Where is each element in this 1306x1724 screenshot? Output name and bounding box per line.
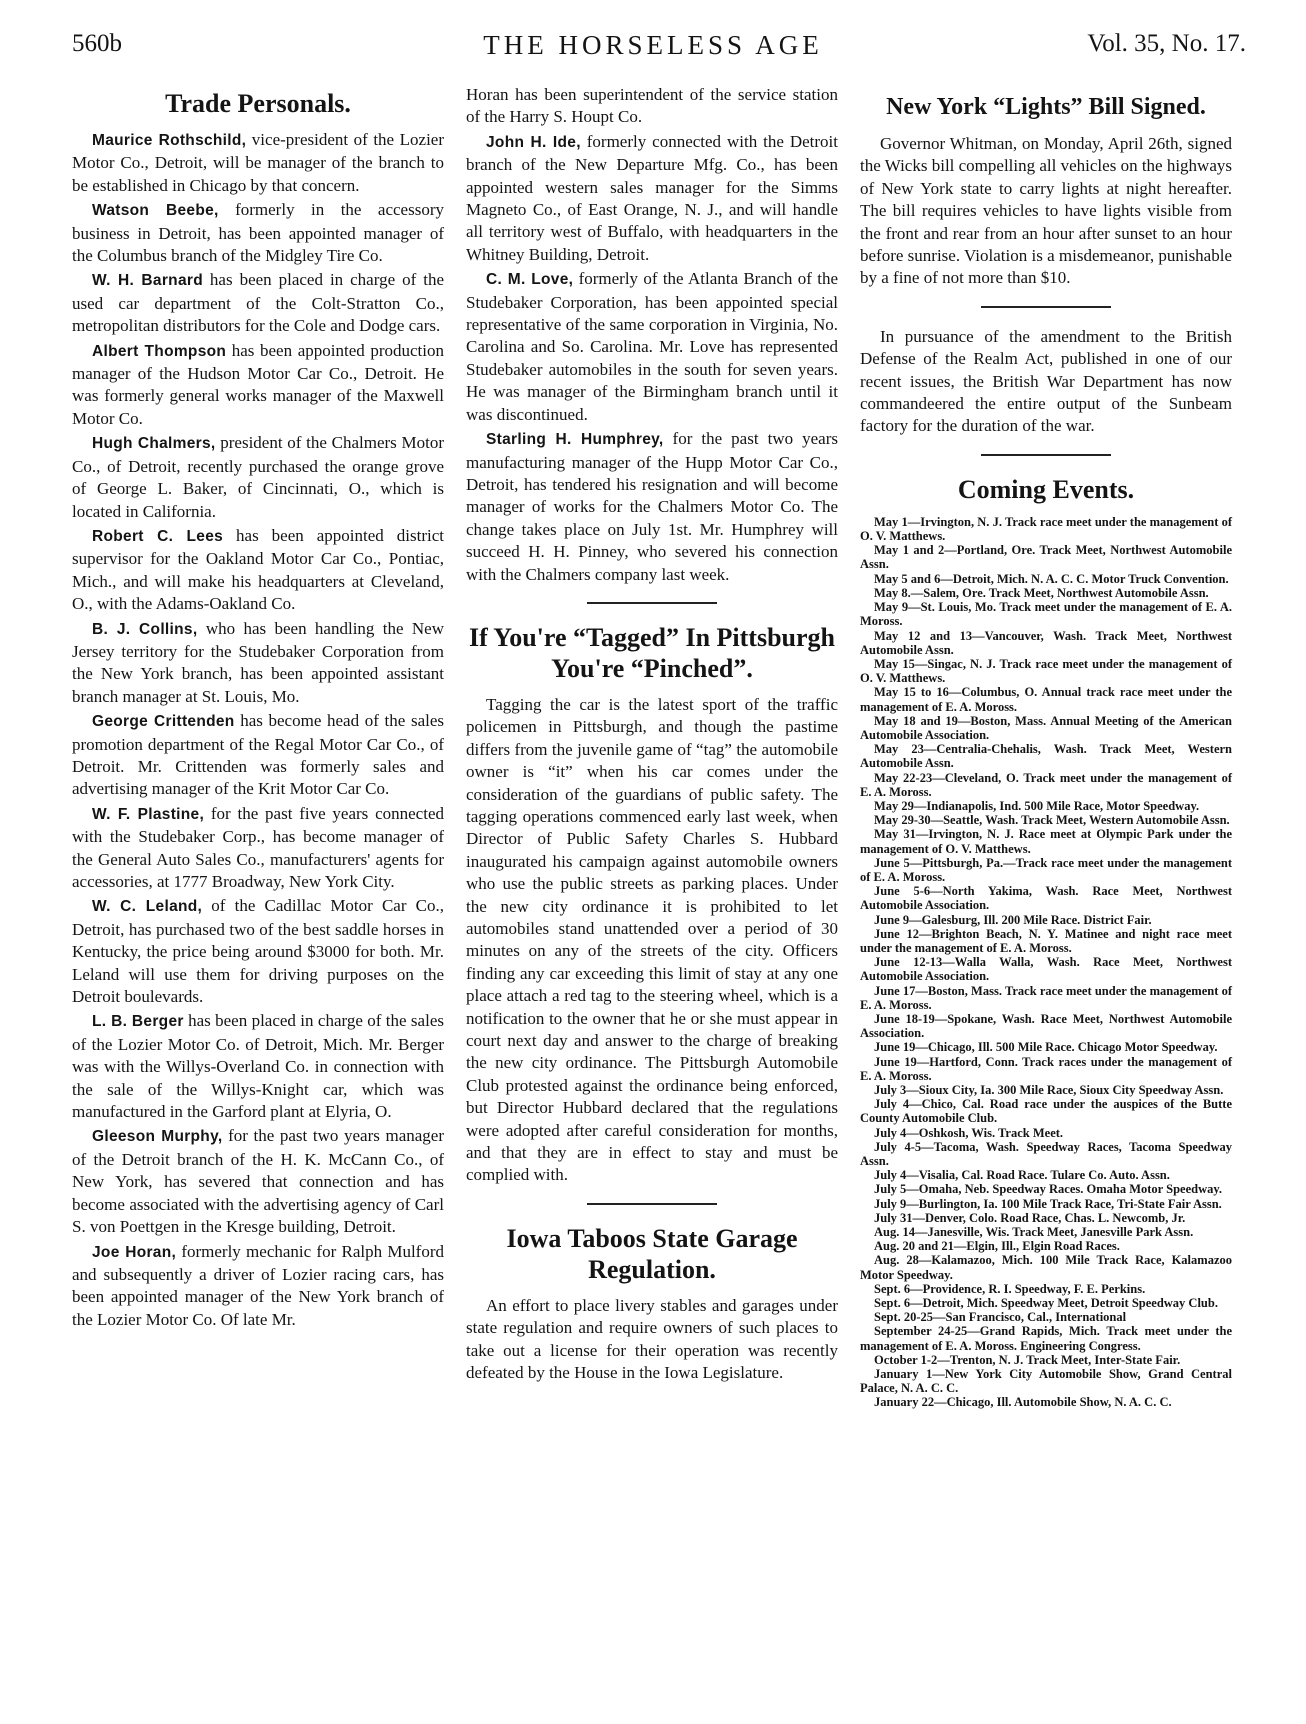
event-item: July 3—Sioux City, Ia. 300 Mile Race, Sioux City Speedway Assn. xyxy=(874,1083,1224,1097)
section-divider xyxy=(587,1203,717,1205)
iowa-article-heading: Iowa Taboos State Garage Regulation. xyxy=(506,1223,798,1284)
coming-events-heading: Coming Events. xyxy=(957,474,1135,504)
trade-personal-entry xyxy=(72,618,444,709)
entry-text: who has been handling the New Jersey territory for the Studebaker Corporation from the New York branch, has been appointed assistant branch manager at St. Louis, Mo. xyxy=(72,618,445,706)
entry-text: for the past two years manufacturing manager of the Hupp Motor Car Co., Detroit, has tendered his resignation and will become manager of works for the Chalmers Motor Co. The change takes place on July 1st. Mr. Humphrey will succeed H. H. Pinney, who severed his connection with the Chalmers company last week. xyxy=(466,429,838,584)
tagged-article-body: Tagging the car is the latest sport of the traffic policemen in Pittsburgh, and though the pastime differs from the juvenile game of “tag” the automobile owner is “it” when his car comes under the consideration of the guardians of public safety. The tagging operations commenced early last week, when Director of Public Safety Charles S. Hubbard inaugurated his campaign against automobile owners who use the public streets as parking places. Under the new city ordinance it is prohibited to let automobiles stand unattended over a period of 30 minutes on any of the streets of the city. Officers finding any car exceeding this limit of stay at any one place attach a red tag to the steering wheel, which is a notification to the owner that he or she must appear in court next day and answer to the charge of breaking the new city ordinance. The Pittsburgh Automobile Club protested against the ordinance being enforced, but Director Hubbard declared that the regulations were adopted after careful consideration for months, and that they are in effect to stay and must be complied with. xyxy=(466,694,838,1185)
entry-text: has been placed in charge of the used car department of the Colt-Stratton Co., metropolitan distributors for the Cole and Dodge cars. xyxy=(72,270,444,336)
trade-personal-entry xyxy=(72,525,444,616)
event-item: June 17—Boston, Mass. Track race meet under the management of E. A. Moross. xyxy=(860,983,1232,1012)
event-item: June 9—Galesburg, Ill. 200 Mile Race. District Fair. xyxy=(874,912,1152,927)
trade-personal-entry xyxy=(72,803,444,894)
page-number: 560b xyxy=(72,30,122,57)
event-item: January 1—New York City Automobile Show, Grand Central Palace, N. A. C. C. xyxy=(860,1367,1232,1396)
event-item: May 8.—Salem, Ore. Track Meet, Northwest Automobile Assn. xyxy=(874,585,1209,600)
trade-personal-entry xyxy=(72,895,444,1008)
person-name: B. J. Collins, xyxy=(92,620,198,638)
event-item: July 5—Omaha, Neb. Speedway Races. Omaha Motor Speedway. xyxy=(874,1182,1223,1197)
event-item: June 12—Brighton Beach, N. Y. Matinee and night race meet under the management of E. A. Moross. xyxy=(860,926,1232,955)
event-item: May 1 and 2—Portland, Ore. Track Meet, Northwest Automobile Assn. xyxy=(860,543,1232,572)
event-item: July 4—Oshkosh, Wis. Track Meet. xyxy=(874,1125,1064,1140)
column-2 xyxy=(466,84,838,1387)
person-name: W. H. Barnard xyxy=(92,272,203,290)
event-item: July 4-5—Tacoma, Wash. Speedway Races, Tacoma Speedway Assn. xyxy=(860,1139,1232,1169)
person-name: Hugh Chalmers, xyxy=(92,435,216,453)
person-name: John H. Ide, xyxy=(486,133,581,151)
entry-text: has been appointed production manager of the Hudson Motor Car Co., Detroit. He was formerly general works manager of the Maxwell Motor Co. xyxy=(72,340,444,428)
entry-text: of the Cadillac Motor Car Co., Detroit, has purchased two of the best saddle horses in Kentucky, the price being around $3000 for both. Mr. Leland will use them for driving purposes on the Detroit boulevards. xyxy=(72,896,444,1007)
trade-personal-entry xyxy=(72,269,444,337)
event-item: Aug. 28—Kalamazoo, Mich. 100 Mile Track Race, Kalamazoo Motor Speedway. xyxy=(860,1253,1232,1282)
trade-personals-list xyxy=(72,129,444,1331)
trade-personal-entry xyxy=(72,710,444,801)
event-item: Aug. 20 and 21—Elgin, Ill., Elgin Road Races. xyxy=(874,1239,1120,1254)
person-name: Joe Horan, xyxy=(92,1243,177,1261)
person-name: Albert Thompson xyxy=(92,342,227,360)
event-item: June 12-13—Walla Walla, Wash. Race Meet, Northwest Automobile Association. xyxy=(860,955,1232,984)
event-item: May 22-23—Cleveland, O. Track meet under the management of E. A. Moross. xyxy=(860,770,1232,799)
person-name: Maurice Rothschild, xyxy=(92,132,247,149)
event-item: May 9—St. Louis, Mo. Track meet under the management of E. A. Moross. xyxy=(860,600,1232,629)
person-name: C. M. Love, xyxy=(486,271,574,289)
entry-text: formerly in the accessory business in Detroit, has been appointed manager of the Columbus branch of the Midgley Tire Co. xyxy=(72,200,444,266)
entry-text: for the past five years connected with the Studebaker Corp., has become manager of the General Auto Sales Co., manufacturers' agents for accessories, at 1777 Broadway, New York City. xyxy=(72,803,444,891)
volume-issue: Vol. 35, No. 17. xyxy=(1087,30,1246,57)
event-item: October 1-2—Trenton, N. J. Track Meet, Inter-State Fair. xyxy=(874,1352,1181,1367)
entry-text: has been appointed district supervisor for the Oakland Motor Car Co., Pontiac, Mich., and will make his headquarters at Cleveland, O., with the Adams-Oakland Co. xyxy=(72,525,444,614)
event-item: June 19—Chicago, Ill. 500 Mile Race. Chicago Motor Speedway. xyxy=(874,1040,1218,1055)
event-item: May 15 to 16—Columbus, O. Annual track race meet under the management of E. A. Moross. xyxy=(860,685,1232,714)
trade-personals-list-continued xyxy=(466,131,838,586)
entry-text: has become head of the sales promotion department of the Regal Motor Car Co., of Detroit. Mr. Crittenden was formerly sales and advertising manager of the Krit Motor Car Co. xyxy=(72,711,444,799)
event-item: July 9—Burlington, Ia. 100 Mile Track Race, Tri-State Fair Assn. xyxy=(874,1196,1222,1211)
section-divider xyxy=(981,454,1111,456)
event-item: Sept. 6—Detroit, Mich. Speedway Meet, Detroit Speedway Club. xyxy=(874,1296,1218,1311)
column-3 xyxy=(860,88,1232,1410)
coming-events-list xyxy=(860,515,1232,1410)
entry-text: president of the Chalmers Motor Co., of Detroit, recently purchased the orange grove of George L. Baker, of Cincinnati, O., which is located in California. xyxy=(72,433,444,521)
person-name: W. F. Plastine, xyxy=(92,805,205,823)
entry-text: formerly of the Atlanta Branch of the Studebaker Corporation, has been appointed special representative of the same corporation in Virginia, No. Carolina and So. Carolina. Mr. Love has represented Studebaker automobiles in the south for seven years. He was manager of the Birmingham branch until it was discontinued. xyxy=(466,269,838,424)
person-name: L. B. Berger xyxy=(92,1013,184,1031)
page-header xyxy=(0,30,1306,70)
event-item: Aug. 14—Janesville, Wis. Track Meet, Janesville Park Assn. xyxy=(874,1225,1194,1240)
event-item: September 24-25—Grand Rapids, Mich. Track meet under the management of E. A. Moross. Engineering Congress. xyxy=(860,1324,1232,1353)
event-item: May 23—Centralia-Chehalis, Wash. Track Meet, Western Automobile Assn. xyxy=(860,742,1232,771)
entry-text: formerly mechanic for Ralph Mulford and subsequently a driver of Lozier racing cars, has been appointed manager of the New York branch of the Lozier Motor Co. Of late Mr. xyxy=(72,1241,444,1329)
trade-personal-entry xyxy=(72,1125,444,1238)
entry-text: vice-president of the Lozier Motor Co., Detroit, will be manager of the branch to be established in Chicago by that concern. xyxy=(72,130,444,195)
lights-article-heading: New York “Lights” Bill Signed. xyxy=(886,94,1206,120)
entry-text: for the past two years manager of the Detroit branch of the H. K. McCann Co., of New York, has severed that connection and has become associated with the advertising agency of Carl S. von Poettgen in the Kresge building, Detroit. xyxy=(72,1126,444,1237)
trade-personal-entry xyxy=(72,199,444,267)
event-item: May 29—Indianapolis, Ind. 500 Mile Race, Motor Speedway. xyxy=(874,798,1200,813)
section-divider xyxy=(981,306,1111,308)
event-item: Sept. 20-25—San Francisco, Cal., International xyxy=(874,1310,1127,1325)
event-item: Sept. 6—Providence, R. I. Speedway, F. E. Perkins. xyxy=(874,1281,1146,1296)
journal-title: THE HORSELESS AGE xyxy=(483,30,823,60)
trade-personal-entry xyxy=(72,129,444,197)
column-1 xyxy=(72,84,444,1333)
event-item: January 22—Chicago, Ill. Automobile Show, N. A. C. C. xyxy=(874,1395,1172,1410)
trade-personal-entry xyxy=(72,340,444,431)
trade-personal-continuation: Horan has been superintendent of the service station of the Harry S. Houpt Co. xyxy=(466,85,838,127)
event-item: June 5—Pittsburgh, Pa.—Track race meet under the management of E. A. Moross. xyxy=(860,855,1232,884)
iowa-article-body: An effort to place livery stables and garages under state regulation and require owners of such places to take out a license for their operation was recently defeated by the House in the Iowa Legislature. xyxy=(466,1295,838,1383)
british-article-body: In pursuance of the amendment to the British Defense of the Realm Act, published in one of our recent issues, the British War Department has now commandeered the entire output of the Sunbeam factory for the duration of the war. xyxy=(860,326,1232,436)
tagged-article-heading: If You're “Tagged” In Pittsburgh You're “Pinched”. xyxy=(469,622,835,683)
trade-personals-heading: Trade Personals. xyxy=(165,89,351,118)
event-item: July 31—Denver, Colo. Road Race, Chas. L. Newcomb, Jr. xyxy=(874,1210,1186,1225)
person-name: W. C. Leland, xyxy=(92,898,203,916)
trade-personal-entry xyxy=(466,268,838,426)
event-item: May 1—Irvington, N. J. Track race meet under the management of O. V. Matthews. xyxy=(860,514,1232,544)
event-item: July 4—Visalia, Cal. Road Race. Tulare Co. Auto. Assn. xyxy=(874,1168,1170,1183)
person-name: Robert C. Lees xyxy=(92,527,224,545)
event-item: July 4—Chico, Cal. Road race under the auspices of the Butte County Automobile Club. xyxy=(860,1097,1232,1126)
event-item: June 5-6—North Yakima, Wash. Race Meet, Northwest Automobile Association. xyxy=(860,884,1232,913)
event-item: May 29-30—Seattle, Wash. Track Meet, Western Automobile Assn. xyxy=(874,813,1230,828)
event-item: May 15—Singac, N. J. Track race meet under the management of O. V. Matthews. xyxy=(860,656,1232,686)
person-name: Starling H. Humphrey, xyxy=(486,431,664,449)
entry-text: formerly connected with the Detroit branch of the New Departure Mfg. Co., has been appointed western sales manager for the Simms Magneto Co., of East Orange, N. J., and will handle all territory west of Buffalo, with headquarters in the Whitney Building, Detroit. xyxy=(466,131,838,264)
trade-personal-entry xyxy=(466,131,838,266)
person-name: Gleeson Murphy, xyxy=(92,1128,223,1146)
trade-personal-entry xyxy=(72,432,444,523)
trade-personal-entry xyxy=(72,1010,444,1123)
event-item: May 12 and 13—Vancouver, Wash. Track Meet, Northwest Automobile Assn. xyxy=(860,628,1232,657)
event-item: June 19—Hartford, Conn. Track races under the management of E. A. Moross. xyxy=(860,1054,1232,1083)
event-item: May 18 and 19—Boston, Mass. Annual Meeting of the American Automobile Association. xyxy=(860,713,1232,742)
event-item: May 5 and 6—Detroit, Mich. N. A. C. C. Motor Truck Convention. xyxy=(874,571,1229,586)
event-item: June 18-19—Spokane, Wash. Race Meet, Northwest Automobile Association. xyxy=(860,1011,1232,1041)
section-divider xyxy=(587,602,717,604)
trade-personal-entry xyxy=(72,1241,444,1332)
person-name: George Crittenden xyxy=(92,713,235,731)
person-name: Watson Beebe, xyxy=(92,202,219,220)
trade-personal-entry xyxy=(466,428,838,586)
entry-text: has been placed in charge of the sales of the Lozier Motor Co. of Detroit, Mich. Mr. Berger was with the Willys-Overland Co. in connection with the sale of the Willys-Knight car, which was manufactured in the Garford plant at Elyria, O. xyxy=(72,1011,444,1122)
lights-article-body: Governor Whitman, on Monday, April 26th, signed the Wicks bill compelling all vehicles on the highways of New York state to carry lights at night hereafter. The bill requires vehicles to have lights visible from the front and rear from an hour after sunset to an hour before sunrise. Violation is a misdemeanor, punishable by a fine of not more than $10. xyxy=(860,134,1232,288)
event-item: May 31—Irvington, N. J. Race meet at Olympic Park under the management of O. V. Matthews. xyxy=(860,827,1232,856)
